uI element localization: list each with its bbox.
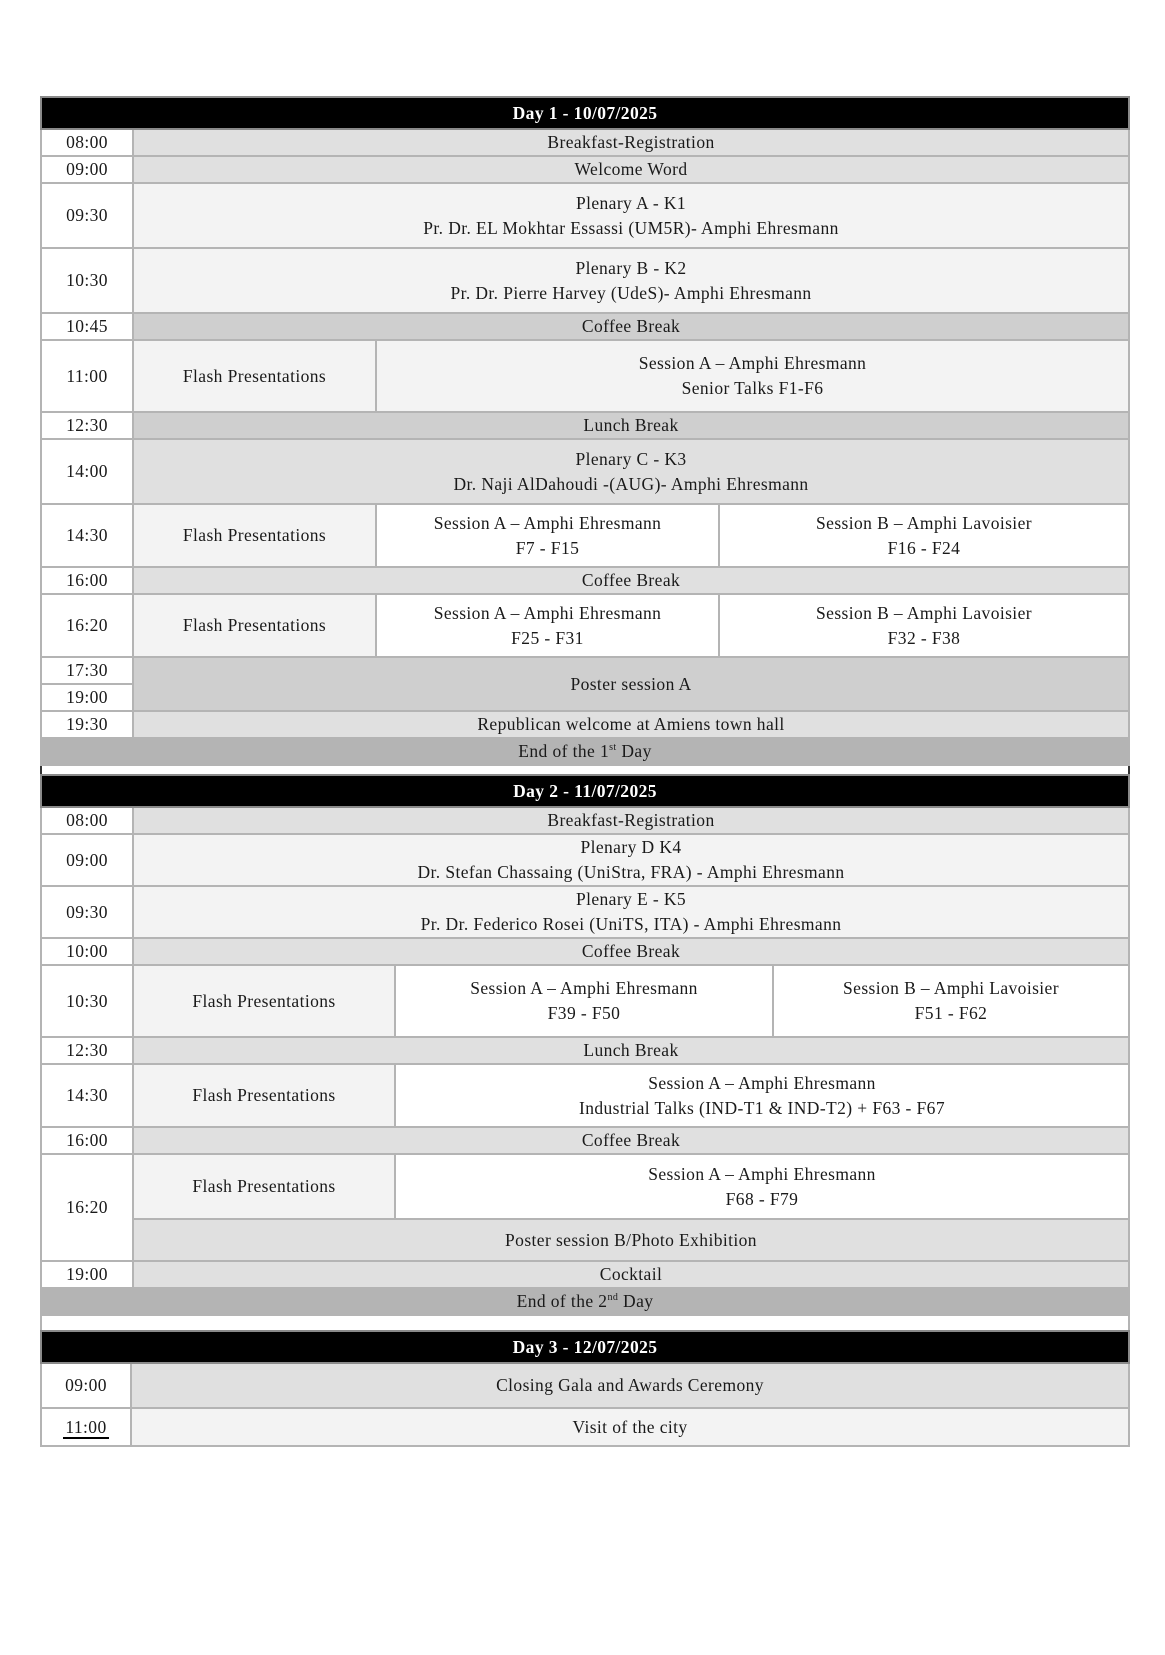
session-title: Session A – Amphi Ehresmann bbox=[470, 978, 698, 998]
end-of-day-2: End of the 2nd Day bbox=[41, 1288, 1129, 1315]
time-cell: 12:30 bbox=[41, 412, 133, 439]
time-cell: 09:00 bbox=[41, 1363, 131, 1408]
session-title: Session B – Amphi Lavoisier bbox=[816, 512, 1032, 533]
closing-gala: Closing Gala and Awards Ceremony bbox=[131, 1363, 1129, 1408]
session-a bbox=[376, 340, 1129, 412]
plenary-speaker: Pr. Dr. Federico Rosei (UniTS, ITA) - Amphi Ehresmann bbox=[420, 914, 842, 934]
flash-presentations: Flash Presentations bbox=[133, 340, 376, 412]
flash-presentations: Flash Presentations bbox=[133, 1064, 395, 1127]
time-cell: 19:00 bbox=[41, 684, 133, 711]
session-a bbox=[395, 1064, 1129, 1127]
session-title: Session A – Amphi Ehresmann bbox=[638, 353, 867, 373]
session-a bbox=[395, 1154, 1129, 1219]
plenary-speaker: Pr. Dr. Pierre Harvey (UdeS)- Amphi Ehresmann bbox=[450, 282, 812, 303]
welcome-word: Welcome Word bbox=[133, 156, 1129, 183]
time-cell: 16:20 bbox=[41, 1154, 133, 1261]
poster-session-b: Poster session B/Photo Exhibition bbox=[133, 1219, 1129, 1261]
plenary-c bbox=[133, 439, 1129, 504]
flash-presentations: Flash Presentations bbox=[133, 594, 376, 657]
visit-of-the-city: Visit of the city bbox=[131, 1408, 1129, 1446]
plenary-speaker: Dr. Stefan Chassaing (UniStra, FRA) - Amphi Ehresmann bbox=[417, 862, 845, 882]
session-title: Session A – Amphi Ehresmann bbox=[433, 602, 662, 623]
session-title: Session A – Amphi Ehresmann bbox=[648, 1163, 876, 1184]
session-range: F39 - F50 bbox=[547, 1003, 621, 1023]
plenary-title: Plenary A - K1 bbox=[575, 192, 687, 213]
plenary-title: Plenary C - K3 bbox=[575, 448, 687, 469]
session-title: Session A – Amphi Ehresmann bbox=[433, 512, 662, 533]
day1-schedule bbox=[40, 96, 1130, 792]
lunch-break: Lunch Break bbox=[133, 412, 1129, 439]
poster-session-a: Poster session A bbox=[133, 657, 1129, 711]
time-cell: 19:30 bbox=[41, 711, 133, 738]
flash-presentations: Flash Presentations bbox=[133, 1154, 395, 1219]
session-a bbox=[395, 965, 773, 1037]
time-cell: 10:45 bbox=[41, 313, 133, 340]
time-cell: 09:30 bbox=[41, 886, 133, 938]
coffee-break: Coffee Break bbox=[133, 938, 1129, 965]
end-of-day-1: End of the 1st Day bbox=[41, 738, 1129, 765]
time-cell: 09:00 bbox=[41, 156, 133, 183]
day2-schedule bbox=[40, 774, 1130, 1342]
time-cell: 08:00 bbox=[41, 129, 133, 156]
plenary-d bbox=[133, 834, 1129, 886]
plenary-title: Plenary E - K5 bbox=[575, 889, 687, 909]
session-range: F7 - F15 bbox=[515, 537, 580, 558]
session-a bbox=[376, 594, 719, 657]
plenary-title: Plenary B - K2 bbox=[575, 257, 687, 278]
plenary-title: Plenary D K4 bbox=[580, 837, 682, 857]
breakfast-registration: Breakfast-Registration bbox=[133, 129, 1129, 156]
session-range: F32 - F38 bbox=[887, 627, 961, 648]
plenary-a bbox=[133, 183, 1129, 248]
day3-title: Day 3 - 12/07/2025 bbox=[41, 1331, 1129, 1363]
time-cell: 14:00 bbox=[41, 439, 133, 504]
flash-presentations: Flash Presentations bbox=[133, 504, 376, 567]
plenary-speaker: Dr. Naji AlDahoudi -(AUG)- Amphi Ehresmann bbox=[453, 473, 809, 494]
session-detail: Senior Talks F1-F6 bbox=[681, 378, 824, 398]
time-cell: 08:00 bbox=[41, 807, 133, 834]
breakfast-registration: Breakfast-Registration bbox=[133, 807, 1129, 834]
time-cell: 19:00 bbox=[41, 1261, 133, 1288]
day3-schedule bbox=[40, 1330, 1130, 1447]
session-range: F25 - F31 bbox=[511, 627, 584, 648]
day1-title: Day 1 - 10/07/2025 bbox=[41, 97, 1129, 129]
time-cell: 16:20 bbox=[41, 594, 133, 657]
time-cell: 17:30 bbox=[41, 657, 133, 684]
session-b bbox=[719, 504, 1129, 567]
time-cell: 11:00 bbox=[41, 1408, 131, 1446]
session-detail: Industrial Talks (IND-T1 & IND-T2) + F63 - F67 bbox=[579, 1097, 945, 1118]
time-cell: 10:00 bbox=[41, 938, 133, 965]
coffee-break: Coffee Break bbox=[133, 567, 1129, 594]
session-b bbox=[773, 965, 1129, 1037]
republican-welcome: Republican welcome at Amiens town hall bbox=[133, 711, 1129, 738]
flash-presentations: Flash Presentations bbox=[133, 965, 395, 1037]
session-b bbox=[719, 594, 1129, 657]
plenary-b bbox=[133, 248, 1129, 313]
time-cell: 09:30 bbox=[41, 183, 133, 248]
session-range: F16 - F24 bbox=[887, 537, 961, 558]
time-cell: 14:30 bbox=[41, 1064, 133, 1127]
time-cell: 16:00 bbox=[41, 1127, 133, 1154]
time-cell: 10:30 bbox=[41, 965, 133, 1037]
session-range: F68 - F79 bbox=[725, 1188, 799, 1209]
day2-title: Day 2 - 11/07/2025 bbox=[41, 775, 1129, 807]
plenary-e bbox=[133, 886, 1129, 938]
time-cell: 14:30 bbox=[41, 504, 133, 567]
coffee-break: Coffee Break bbox=[133, 1127, 1129, 1154]
time-cell: 16:00 bbox=[41, 567, 133, 594]
session-a bbox=[376, 504, 719, 567]
session-range: F51 - F62 bbox=[914, 1003, 988, 1023]
session-title: Session B – Amphi Lavoisier bbox=[816, 602, 1032, 623]
session-title: Session B – Amphi Lavoisier bbox=[843, 978, 1059, 998]
coffee-break: Coffee Break bbox=[133, 313, 1129, 340]
time-cell: 09:00 bbox=[41, 834, 133, 886]
time-cell: 11:00 bbox=[41, 340, 133, 412]
time-cell: 10:30 bbox=[41, 248, 133, 313]
time-cell: 12:30 bbox=[41, 1037, 133, 1064]
session-title: Session A – Amphi Ehresmann bbox=[648, 1072, 876, 1093]
lunch-break: Lunch Break bbox=[133, 1037, 1129, 1064]
plenary-speaker: Pr. Dr. EL Mokhtar Essassi (UM5R)- Amphi Ehresmann bbox=[423, 217, 839, 238]
cocktail: Cocktail bbox=[133, 1261, 1129, 1288]
